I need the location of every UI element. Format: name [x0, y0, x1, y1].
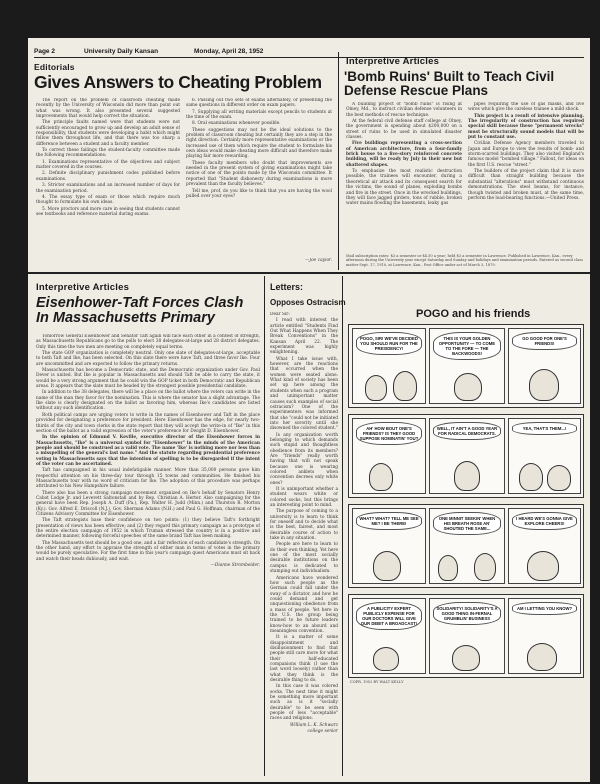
speech-bubble: I HEARD WE'S GONNA GIVE EXPLORE CHEERS! [512, 512, 577, 530]
eisenhower-paragraph: The Massachusetts test should be a good one, and a fair reflection of each candidate's strength. On the other hand, any effort to appraise the strength of either man in terms of votes in the primary would be purely speculative. For the first time in this year's campaign quest Americans must sit back and watch their heads dubiously, and wait. [36, 540, 260, 562]
bomb-paragraph: Five buildings representing a cross-section of American architecture, from a four-family brick house to a five-story reinforced concrete building, will be ready by July in their new but shattered shapes. [346, 141, 462, 168]
bomb-headline: 'Bomb Ruins' Built to Teach Civil Defense Rescue Plans [344, 69, 555, 98]
speech-bubble: SOLIDARITY! SOLIDARITY'S A GOOD THING IN-FERNAL GRUMBLIN' BUSINESS [433, 602, 501, 625]
bomb-paragraph: At the federal civil defense staff college at Olney, the government is spending about $200,000 on a street of ruins to be used in simulated disaster classes. [346, 119, 462, 141]
bomb-paragraph: Civilian Defense Agency members traveled to Japan and Europe to view the results of bomb- and storm-scarred buildings. They also visited England's famous model "bombed village." Fallout, for ideas on the first U.S. rescue "street." [468, 141, 584, 168]
eisenhower-signature: —Dianne Strombeider. [210, 563, 260, 569]
editorial-paragraph: 5. More proctors and more care in seeing that students cannot see textbooks and reference material during exams. [36, 206, 180, 217]
character-drawing [369, 463, 393, 491]
speech-bubble: ONE MINNIT SEEKIN' WHEN HIS BREATH ROSE AN' SHOUTED THE SAME... [433, 512, 501, 535]
paper-name: University Daily Kansan [84, 48, 159, 55]
letter-paragraph: I read with interest the article entitled "Students Find Out What Happens When They Break Conventions" in the Kansan April 22. The experiment was highly enlightening. [270, 318, 338, 356]
speech-bubble: WELL, IT AIN'T A GOOD YEAR FOR RADICAL DEMOCRATS. [433, 422, 501, 440]
character-drawing [454, 373, 482, 401]
editorial-paragraph: 7. Supplying all writing materials except pencils to students at the time of the exam. [186, 109, 332, 121]
character-drawing [529, 369, 559, 401]
comic-panel [352, 598, 426, 674]
mail-subscription-note: Mail subscription rates: $3 a semester or $4.50 a year; held $3 a semester in Lawrence. Published in Lawrence, Kan., every afternoon during the University year except Saturday and Sunday and holidays and examination periods. Entered as second class matter Sept. 17, 1910, at Lawrence, Kan., Post Office under act of March 3, 1879. [346, 254, 584, 267]
comic-title: POGO and his friends [416, 308, 531, 320]
editorial-headline: Gives Answers to Cheating Problem [34, 72, 322, 92]
eisenhower-lead: Tomorrow General Eisenhower and Senator Taft again will face each other in a contest of strength, as Massachusetts Republicans go to the polls to elect 38 delegates-at-large and 28 district delegates. Only this time the two men are meeting on completely equal terms. [36, 334, 260, 350]
newspaper-page [28, 38, 590, 782]
column-divider-top [338, 52, 339, 270]
comic-panel [508, 328, 581, 404]
eisenhower-paragraph: There also has been a strong campaign movement organized on Ike's behalf by Senators Henry Cabot Lodge Jr. and Leverett Saltonstall and by Rep. Christian A. Herter. Also campaigning for the general have been Rep. Joseph A. Duff (Pa.), Rep. Walter H. Judd (Minn.) and Thurston B. Morton (Ky.). Gov. Alfred E. Driscoll (N.J.), Gov. Sherman Adams (N.H.) and Paul G. Hoffman, chairman of the Citizens Advisory Committee for Eisenhower. [36, 490, 260, 517]
comic-panel [429, 328, 505, 404]
letter-signature-title: college senior [307, 729, 338, 735]
comic-panel [352, 508, 426, 584]
eisenhower-body [36, 334, 260, 772]
comic-panel [508, 508, 581, 584]
editorial-paragraph: 3. Stricter examinations and an increased number of days for the examination period. [36, 183, 180, 194]
speech-bubble: POGO, SIR! WE'VE DECIDED YOU SHOULD RUN FOR THE PRESIDENCY! [356, 332, 422, 355]
issue-date: Monday, April 28, 1952 [194, 48, 264, 55]
character-drawing [452, 645, 480, 671]
bomb-paragraph: To emphasize the most realistic destruction possible, the trainees will encounter, during a theoretical air attack and its consequent search for the victims, the sound of planes, exploding bombs and fire in the street. Once in the wrecked buildings, they will face jagged girders, tons of rubble, broken water mains flooding the basements, leaky gas [346, 169, 462, 207]
eisenhower-paragraph: Massachusetts has become a Democratic state, and the Democratic organization under Gov. Paul Dever is united. But Ike is popular in Massachusetts and should Taft be able to carry the state, it would be a very strong argument that he could win the GOP ticket in both Democratic and Republican areas. It appears that the slate must be headed by the strongest possible presidential candidate. [36, 368, 260, 390]
letter-paragraph: The purpose of coming to a university is to learn to think for oneself and to decide what is the best, fairest, and most desirable course of action to take in any situation. [270, 509, 338, 542]
speech-bubble: GO GOOD FOR ONE'S FRIENDS! [512, 332, 577, 350]
editorial-paragraph: To correct these failings the student-faculty committee made the following recommendations: [36, 148, 180, 159]
comic-panel [429, 598, 505, 674]
comic-strip-3 [348, 504, 584, 588]
comic-credit: COPR. 1952 BY WALT KELLY [350, 680, 404, 684]
column-divider-letters [264, 276, 265, 776]
eisenhower-paragraph: The Taft strategists base their confidence on two points: (1) they believe Taft's forthright presentation of views has been effective; and (2) they regard this primary campaign as a prototype of the entire election campaign of 1952 in which Truman stressed the country is in a positive and determined manner, following forceful speeches of the same brand Taft has been making. [36, 518, 260, 540]
editorial-paragraph: 2. Definite disciplinary punishment codes published before examinations. [36, 171, 180, 182]
character-drawing [365, 375, 387, 401]
interpretive-label-top: Interpretive Articles [346, 56, 440, 67]
editorial-signature: —Joe Taylor. [305, 258, 332, 263]
column-divider-comic [342, 276, 343, 776]
comic-strip-2 [348, 414, 584, 498]
comic-strip-1 [348, 324, 584, 408]
comic-panel [352, 328, 426, 404]
eisenhower-paragraph: In the opinion of Edmund V. Keville, executive director of the Eisenhower forces in Massachusetts, "Ike" is a universal symbol for "Eisenhower" in the minds of the American people and should be construed as a valid vote. The name 'Ike' is nothing more nor less than a misspelling of the general's last name." And the statute regarding presidential preference voting in Massachusetts says that the intention of spelling is to be disregarded if the intent of the voter can be ascertained. [36, 435, 260, 467]
editorial-paragraph: 6. Passing out two sets of exams alternately, or presenting the same questions in different order on exam papers. [186, 98, 332, 109]
editorial-paragraph: The principle faults named were that students were not sufficiently encouraged to grow up and develop an adult sense of responsibility, that students were developing a habit which might follow them throughout life, and that there was too sharp a difference between a student and a faculty member. [36, 120, 180, 147]
character-drawing [393, 371, 417, 401]
eisenhower-headline: Eisenhower-Taft Forces Clash In Massachusetts Primary [36, 295, 244, 327]
letter-paragraph: People are here to learn to do their own thinking. Yet here one of the most socially desirable institutions on the campus is dedicated to stamping out individualism. [270, 542, 338, 575]
letter-paragraph: Is any organization worth belonging to which demands such stupid and thoughtless obedience from its members? Are "friends" really worth having that will not speak because one is wearing colored anklets when convention decrees only white ones? [270, 432, 338, 486]
page-label: Page 2 [34, 48, 55, 55]
comic-panel [429, 418, 505, 494]
letter-paragraph: In this case it was colored socks. The next time it might be something more important such as is it "socially desirable" to be seen with people of less "acceptable" races and religions. [270, 684, 338, 722]
character-drawing [454, 461, 480, 491]
editorial-paragraph: 1. Examinations representative of the objectives and subject matter covered in the courses. [36, 159, 180, 171]
letter-paragraph: It is a matter of some disappointment and disillusionment to find that people still care more for what their half-educated companions think (I use the last word loosely) rather than what they think is the desirable thing to do. [270, 635, 338, 684]
comic-panel [429, 508, 505, 584]
bomb-paragraph: pipes requiring the use of gas masks, and live wires which give the careless trainee a mild shock. [468, 102, 584, 113]
interpretive-label-bottom: Interpretive Articles [36, 282, 130, 293]
comic-panel [508, 418, 581, 494]
editorials-label: Editorials [34, 62, 75, 72]
speech-bubble: THIS IS YOUR GOLDEN OPPORTUNITY — TO COME TO THE FORE — THE BACKWOODS! [433, 332, 501, 360]
character-drawing [527, 551, 559, 581]
eisenhower-paragraph: The state GOP organization is completely neutral. Only one slate of delegates-at-large, acceptable to both Taft and Ike, has been selected. On this slate there were have Taft, and three favor Ike. Four are uncommitted and are expected to follow the primary returns. [36, 351, 260, 367]
editorial-paragraph: These suggestions may not be the ideal solutions to the problem of classroom cheating but certainly they are a step in the right direction. Certainly more representative examinations or the increased use of them which require the student to formulate his own ideas would make cheating more difficult and therefore make playing fair more rewarding. [186, 127, 332, 160]
eisenhower-paragraph: Taft has campaigned in his usual indefatigable manner. More than 35,000 persons gave him respectful attention on his three-day tour through 15 towns and communities. He finished his Massachusetts tour with no word of criticism for Ike. The adoption of this procedure was perhaps attributed to his New Hampshire failure. [36, 468, 260, 490]
editorial-paragraph: The report on the problem of classroom cheating made recently by the University of Wisconsin did more than point out what was wrong. It also presented several suggested improvements that would help correct the situation. [36, 98, 180, 120]
editorial-paragraph: These faculty members who doubt that improvements are needed in the present system of giving examinations might take notice of one of the points made by the Wisconsin committee. It reported that "Student dishonesty during examinations is more prevalent than the faculty believes." [186, 160, 332, 188]
speech-bubble: AM I LETTING YOU KNOW? [512, 602, 577, 615]
comic-panel [352, 418, 426, 494]
character-drawing [527, 643, 557, 671]
speech-bubble: WHAT? WHAT? TELL ME SEE ME? I BE THERE! [356, 512, 422, 530]
character-drawing [438, 555, 458, 581]
page-header [34, 46, 584, 58]
eisenhower-paragraph: Both political camps are urging voters to write in the names of Eisenhower and Taft in the place provided for designating a preference for president. Here Eisenhower has the edge, for nearly two-thirds of the city and town clerks in the state report that they will accept the write-in of "Ike" in this section of the ballot as a valid expression of the voter's preference for Dwight D. Eisenhower. [36, 412, 260, 434]
editorial-paragraph: Tell me, prof, do you like to think that you are having the wool pulled over your eyes? [186, 188, 332, 199]
bomb-paragraph: A building project of "bomb ruins" is rising at Olney, Md., to instruct civilian defense volunteers in the best methods of rescue technique. [346, 102, 462, 118]
character-drawing [474, 553, 496, 581]
letter-headline: Opposes Ostracism [270, 298, 346, 307]
comic-strip-4 [348, 594, 584, 678]
speech-bubble: YEA, THAT'S THEM...! [512, 422, 577, 435]
bomb-paragraph: The builders of the project claim that it is more difficult than straight building because the substantial "alterations" must withstand continuous demonstrations. The steel beams, for instance, though twisted and broken must, at the same time, perform the load-bearing functions.—United Press. [468, 169, 584, 201]
letter-signature: William L. K. Schwarz [289, 722, 338, 728]
editorial-paragraph: 4. The essay type of exam or those which require much thought to formulate his own ideas. [36, 194, 180, 206]
letter-paragraph: What I take issue with, however, are the reactions that occurred when the women were seated alone. What kind of society has been set up here among the students when such a program and unimportant matter causes such examples of social ostracism? One of the experimenters was informed that she "could not be initiated into her sorority until she disowned the colored student." [270, 356, 338, 432]
eisenhower-paragraph: In addition to the 38 delegates, there will be a place on the ballot where the voters can write in the name of the man they favor for the nomination. This is where the senator has a slight advantage. The Ike slate is clearly designated on the ballot as favoring him, whereas Ike's candidates are listed without any such identification. [36, 390, 260, 412]
letter-body [270, 312, 338, 772]
editorial-column-2 [186, 98, 332, 258]
speech-bubble: AH' HOW BOUT ONE'S FRIENDS? IS THEY GOOD SUPPOSE NOMINATIN' YOU? [356, 422, 422, 445]
letter-paragraph: Americans have wondered how such people as the German could fall under the sway of a dictator, and how he could demand and get unquestioning obedience from a mass of people. Yet here in the U.S. the group being trained to be future leaders know-how to an absurd and meaningless convention. [270, 575, 338, 634]
comic-panel [508, 598, 581, 674]
editorial-column-1 [36, 98, 180, 266]
letters-label: Letters: [270, 282, 304, 292]
letter-salutation: Dear Sir: [270, 312, 290, 317]
bomb-paragraph: This project is a result of intensive planning. The irregularity of construction has required special skill because these "permanent wrecks" must be structurally sound models that will be put to constant use. [468, 113, 584, 141]
bomb-column-1 [346, 102, 462, 266]
character-drawing [373, 551, 401, 581]
character-drawing [547, 465, 571, 491]
editorial-paragraph: 8. Oral examinations whenever possible. [192, 121, 281, 127]
speech-bubble: A PUBLICITY EXPERT PUBLICLY EXPENSE FOR OUR DOCTORS WILL GIVE OUR DEBIT A BROADCAST! [356, 602, 422, 630]
character-drawing [519, 463, 543, 491]
bomb-column-2 [468, 102, 584, 252]
letter-paragraph: It is unimportant whether a student wears white or colored socks, but this brings an interesting point to mind. [270, 487, 338, 509]
horizontal-divider [28, 272, 590, 274]
character-drawing [373, 647, 399, 671]
